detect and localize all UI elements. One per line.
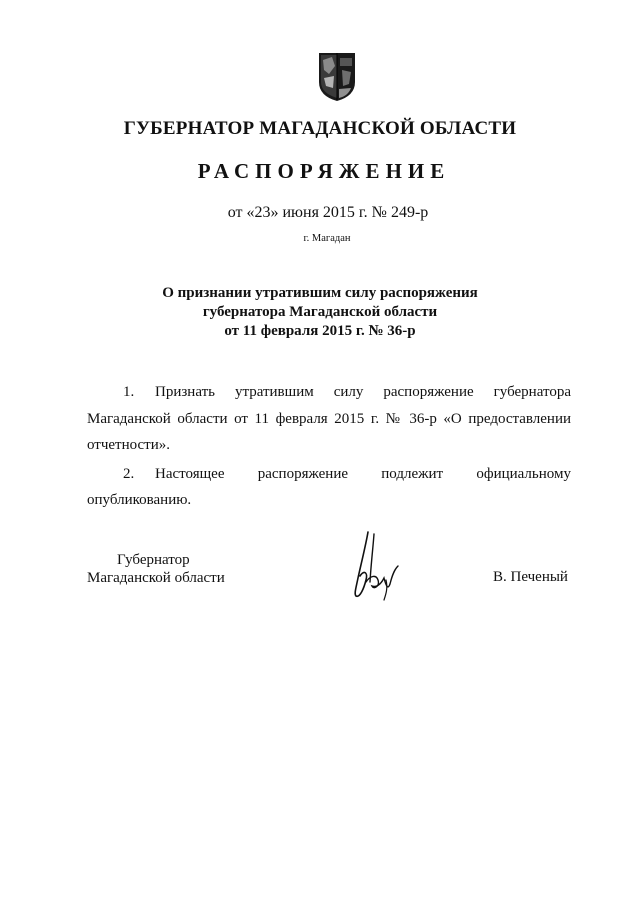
subject-line: губернатора Магаданской области	[202, 304, 438, 320]
paragraph-number: 1.	[123, 384, 135, 400]
document-place: г. Магадан	[303, 233, 351, 244]
subject-line: О признании утратившим силу распоряжения	[162, 285, 478, 301]
subject-line: от 11 февраля 2015 г. № 36-р	[224, 323, 416, 339]
document-date-number: от «23» июня 2015 г. № 249-р	[227, 204, 429, 221]
document-type-title: РАСПОРЯЖЕНИЕ	[197, 159, 451, 183]
signatory-title-line-2: Магаданской области	[87, 570, 225, 586]
signatory-name: В. Печеный	[493, 569, 568, 585]
issuing-authority: ГУБЕРНАТОР МАГАДАНСКОЙ ОБЛАСТИ	[123, 118, 517, 139]
paragraph-2	[87, 461, 571, 514]
paragraph-number: 2.	[123, 465, 135, 482]
paragraph-text: Настоящее распоряжение подлежит официальному опубликованию.	[87, 465, 571, 508]
signatory-title-line-1: Губернатор	[117, 552, 190, 568]
handwritten-signature-icon	[344, 530, 400, 602]
document-body	[87, 379, 571, 516]
signatory-title	[87, 551, 225, 587]
coat-of-arms-icon	[318, 52, 356, 102]
paragraph-1	[87, 379, 571, 459]
paragraph-text: Признать утратившим силу распоряжение губернатора Магаданской области от 11 февраля 2015 г. № 36-р «О предоставлении отчетности».	[87, 384, 571, 453]
document-subject	[0, 284, 640, 341]
